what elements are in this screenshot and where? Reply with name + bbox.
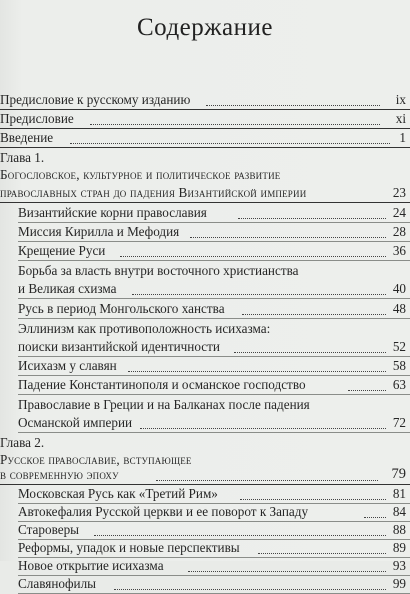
- leader-dots: [348, 388, 386, 391]
- chapter-title-line1: Богословское, культурное и политическое развитие: [0, 167, 281, 182]
- entry-title-line1: Борьба за власть внутри восточного христианства: [18, 263, 299, 278]
- chapter-title-line2: православных стран до падения Византийской империи: [0, 185, 307, 200]
- entry-title: Крещение Руси: [18, 243, 106, 258]
- entry-title: Русь в период Монгольского ханства: [18, 301, 225, 316]
- entry-page: 81: [392, 486, 406, 501]
- leader-dots: [240, 497, 386, 500]
- entry-title: поиски византийской идентичности: [18, 339, 220, 354]
- toc-entry[interactable]: [18, 222, 410, 242]
- toc-entry[interactable]: [18, 320, 410, 357]
- toc-entry[interactable]: [18, 503, 410, 522]
- entry-title-line1: Эллинизм как противоположность исихазма:: [18, 321, 271, 336]
- entry-page: 84: [392, 504, 406, 519]
- entry-title: и Великая схизма: [18, 281, 117, 296]
- leader-dots: [114, 587, 386, 590]
- entry-page: 72: [392, 415, 406, 430]
- entry-page: 1: [399, 130, 406, 145]
- entry-title: Византийские корни православия: [18, 205, 207, 220]
- leader-dots: [364, 515, 386, 518]
- leader-dots: [90, 122, 380, 125]
- toc-entry[interactable]: [0, 110, 410, 129]
- entry-title: Предисловие: [0, 111, 74, 126]
- leader-dots: [120, 254, 386, 257]
- leader-dots: [70, 141, 390, 144]
- toc-entry[interactable]: [18, 241, 410, 261]
- entry-page: 23: [392, 185, 406, 200]
- toc-entry[interactable]: [18, 396, 410, 433]
- leader-dots: [206, 103, 380, 106]
- entry-page: 52: [392, 339, 406, 354]
- entry-page: 99: [392, 576, 406, 591]
- toc-entry[interactable]: [18, 203, 410, 223]
- leader-dots: [234, 350, 386, 353]
- entry-page: 40: [392, 281, 406, 296]
- entry-page: 36: [392, 243, 406, 258]
- entry-title: Московская Русь как «Третий Рим»: [18, 486, 218, 501]
- entry-title: Новое открытие исихазма: [18, 558, 164, 573]
- entry-page: 28: [392, 224, 406, 239]
- toc-entry-chapter[interactable]: [0, 164, 410, 203]
- leader-dots: [258, 551, 386, 554]
- toc-entry[interactable]: [18, 521, 410, 540]
- chapter-title-line2: в современную эпоху: [0, 467, 119, 482]
- entry-title: Падение Константинополя и османское господство: [18, 377, 306, 392]
- leader-dots: [128, 369, 386, 372]
- entry-title: Миссия Кирилла и Мефодия: [18, 224, 180, 239]
- toc-entry[interactable]: [18, 557, 410, 576]
- entry-title-line1: Православие в Греции и на Балканах после падения: [18, 397, 310, 412]
- entry-title: Староверы: [18, 522, 80, 537]
- chapter-title-line1: Русское православие, вступающее: [0, 452, 192, 467]
- entry-page: 24: [392, 205, 406, 220]
- entry-title: Реформы, упадок и новые перспективы: [18, 540, 240, 555]
- entry-title: Предисловие к русскому изданию: [0, 92, 191, 107]
- toc-entry[interactable]: [18, 262, 410, 299]
- entry-page: 63: [392, 377, 406, 392]
- entry-title: Османской империи: [18, 415, 133, 430]
- leader-dots: [238, 216, 386, 219]
- leader-dots: [132, 292, 386, 295]
- toc-entry-chapter[interactable]: [0, 450, 410, 485]
- entry-page: 88: [392, 522, 406, 537]
- toc-entry[interactable]: [0, 129, 410, 148]
- leader-dots: [190, 235, 386, 238]
- entry-page: xi: [395, 111, 406, 126]
- leader-dots: [242, 312, 386, 315]
- toc-entry[interactable]: [0, 91, 410, 110]
- toc-entry[interactable]: [18, 299, 410, 319]
- leader-dots: [140, 426, 386, 429]
- entry-title: Исихазм у славян: [18, 358, 117, 373]
- chapter-label: Глава 2.: [0, 435, 45, 450]
- entry-page: 93: [392, 558, 406, 573]
- toc-entry[interactable]: [18, 539, 410, 558]
- toc-entry[interactable]: [18, 356, 410, 376]
- entry-title: Введение: [0, 130, 54, 145]
- entry-page: 58: [392, 358, 406, 373]
- entry-page: 79: [391, 466, 406, 482]
- entry-page: 89: [392, 540, 406, 555]
- entry-page: ix: [395, 92, 406, 107]
- entry-page: 48: [392, 301, 406, 316]
- leader-dots: [94, 533, 386, 536]
- toc-entry[interactable]: [18, 575, 410, 594]
- toc-entry[interactable]: [18, 485, 410, 504]
- leader-dots: [156, 478, 378, 481]
- page-title: Содержание: [137, 14, 273, 41]
- leader-dots: [188, 569, 386, 572]
- chapter-label: Глава 1.: [0, 150, 45, 165]
- entry-title: Автокефалия Русской церкви и ее поворот к Западу: [18, 504, 309, 519]
- toc-entry[interactable]: [18, 375, 410, 395]
- entry-title: Славянофилы: [18, 576, 97, 591]
